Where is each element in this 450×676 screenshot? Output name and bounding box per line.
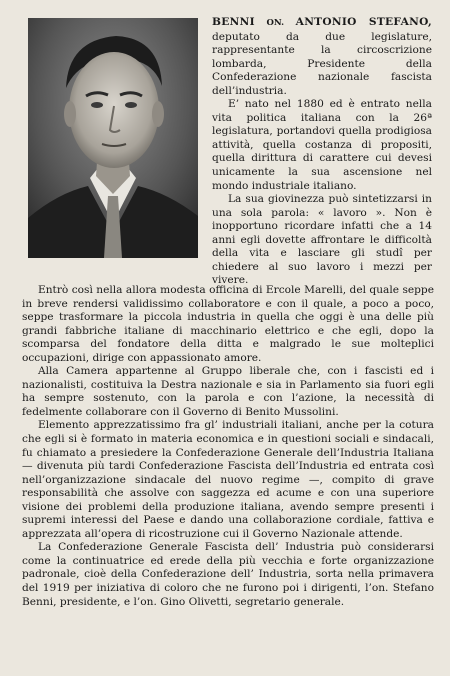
bio-paragraph-camera: Alla Camera appartenne al Gruppo liberale che, con i fascisti ed i nazionalisti, costituiva la Destra nazionale e sia in Parlamento sia fuori egli ha sempre sostenuto, con la parola e con l’azione, la necessità di fedelmente collaborare con il Governo di Benito Mussolini. (22, 365, 434, 418)
bio-paragraph-marelli: Entrò così nella allora modesta officina di Ercole Marelli, del quale seppe in breve rendersi validissimo collaboratore e con il quale, a poco a poco, seppe trasformare la piccola industria in quella che oggi è una delle più grandi fabbriche italiane di macchinario elettrico e che egli, dopo la scomparsa del fondatore della ditta e malgrado le sue molteplici occupazioni, dirige con appassionato amore. (22, 284, 434, 364)
bio-paragraph-organizzazione: La Confederazione Generale Fascista dell’ Industria può considerarsi come la continuatrice ed erede della più vecchia e forte organizzazione padronale, cioè della Confederazione dell’ Industria, sorta nella primavera del 1919 per iniziativa di coloro che ne furono poi i dirigenti, l’on. Stefano Benni, presidente, e l’on. Gino Olivetti, segretario generale. (22, 541, 434, 608)
name-first: BENNI (212, 16, 255, 28)
name-rest: ANTONIO STEFANO, (295, 16, 432, 28)
portrait-photo (28, 18, 198, 258)
honorific: ON. (266, 18, 285, 28)
bio-paragraph-confederazione: Elemento apprezzatissimo fra gl’ industriali italiani, anche per la cotura che egli si è formato in materia economica e in questioni sociali e sindacali, fu chiamato a presiedere la Confederazione Generale dell’Industria Italiana — divenuta più tardi Confederazione Fascista dell’Industria ed entrata così nell’organizzazione sindacale del nuovo regime —, compito di grave responsabilità che assolve con saggezza ed acume e con una superiore visione dei problemi della produzione italiana, avendo sempre presenti i supremi interessi del Paese e dando una collaborazione cordiale, fattiva e apprezzata all’opera di ricostruzione cui il Governo Nazionale attende. (22, 419, 434, 540)
bio-column-full (22, 284, 434, 609)
bio-intro: deputato da due legislature, rappresentante la circoscrizione lombarda, Presidente della Confederazione nazionale fascista dell’industria. (212, 30, 432, 97)
bio-paragraph-birth: E’ nato nel 1880 ed è entrato nella vita politica italiana con la 26ª legislatura, portandovi quella prodigiosa attività, quella costanza di propositi, quella dirittura di carattere cui devesi unicamente la sua ascensione nel mondo industriale italiano. (212, 98, 432, 192)
bio-paragraph-youth: La sua giovinezza può sintetizzarsi in una sola parola: « lavoro ». Non è inopportuno ricordare infatti che a 14 anni egli dovette affrontare le difficoltà della vita e lasciare gli studî per chiedere al suo lavoro i mezzi per vivere. (212, 193, 432, 287)
bio-heading (212, 16, 432, 98)
bio-column-right (212, 16, 432, 288)
